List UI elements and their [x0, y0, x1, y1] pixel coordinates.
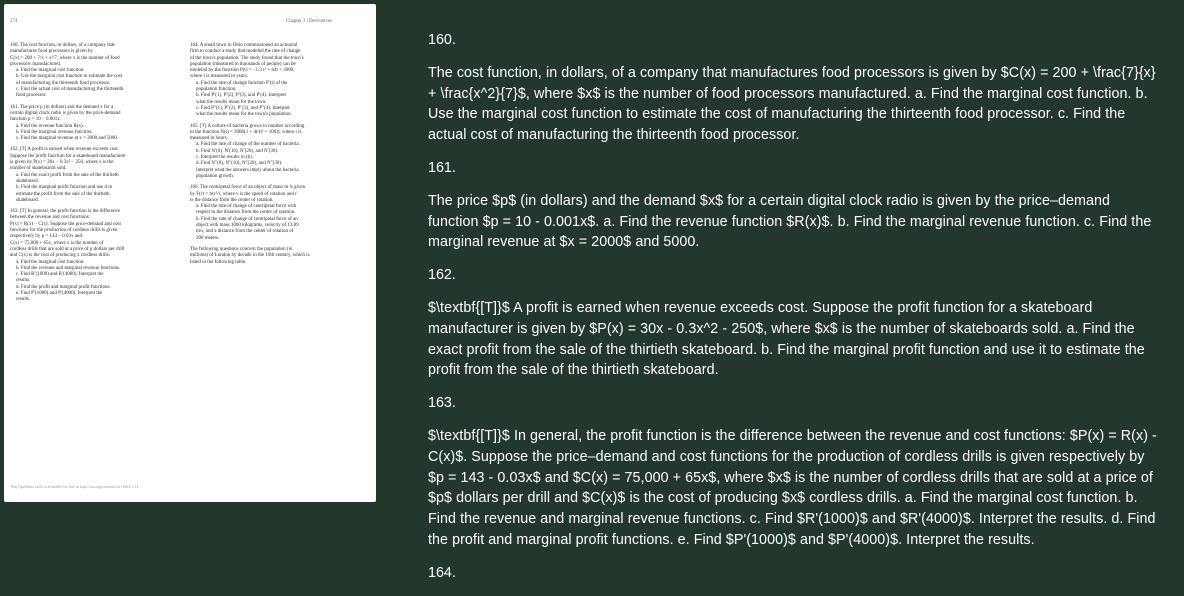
problem-block	[428, 30, 1164, 146]
problem-number: 162.	[428, 267, 456, 284]
page-text-line: by F(r) = mv²/r, where v is the speed of rotation and r	[190, 191, 297, 197]
page-text-line: 166. The centripetal force of an object of mass m is given	[190, 185, 306, 191]
page-text-line: 161. The price p (in dollars) and the demand x for a	[10, 104, 114, 110]
page-text-line: what the results mean for the town.	[196, 99, 267, 105]
page-text-line: c. Find the actual cost of manufacturing the thirteenth	[16, 87, 124, 93]
page-text-line: a. Find the marginal cost function.	[16, 259, 85, 265]
page-text-line: a. Find the rate of change of the number of bacteria.	[196, 142, 300, 148]
page-text-line: population function.	[196, 87, 237, 93]
page-text-line: 164. A small town in Ohio commissioned an actuarial	[190, 43, 298, 48]
page-text-line: results.	[16, 278, 31, 284]
problem-block	[428, 563, 1164, 584]
page-text-line: manufactures food processors is given by	[10, 49, 93, 55]
page-text-line: The following questions concern the population (in	[190, 246, 293, 252]
page-text-line: number of skateboards sold.	[10, 166, 67, 172]
page-text-line: measured in hours.	[190, 136, 228, 142]
page-text-line: e. Find P′(1000) and P′(4000). Interpret the	[16, 290, 103, 296]
page-text-line: to the function N(t) = 3000(1 + 4t/(t² + 100)), where t is	[190, 129, 302, 135]
page-text-line: b. Find P′(1), P′(2), P′(3), and P′(4). Interpret	[196, 93, 286, 99]
page-text-line: d. Find the profit and marginal profit functions.	[16, 284, 111, 290]
page-text-line: 160. The cost function, in dollars, of a company that	[10, 43, 115, 48]
page-text-line: m/s, and a distance from the center of rotation of	[196, 229, 294, 235]
page-text-line: c. Find R′(1000) and R′(4000). Interpret the	[16, 272, 104, 278]
chapter-header: Chapter 3 | Derivatives	[285, 19, 332, 24]
extracted-text-pane	[428, 30, 1164, 596]
page-text-line: where t is measured in years.	[190, 74, 249, 80]
page-text-line: population growth.	[196, 173, 235, 179]
page-text-line: modeled by the function P(t) = −1/3 t³ + 64t + 3000,	[190, 68, 295, 74]
page-text-line: between the revenue and cost functions:	[10, 215, 91, 221]
page-text-line: 165. [T] A culture of bacteria grows in number according	[190, 123, 305, 129]
page-text-line: b. Find the marginal profit function and use it to	[16, 185, 113, 191]
page-text-line: object with mass 1000 kilograms, velocity of 13.89	[196, 223, 299, 229]
page-text-line: Suppose the profit function for a skateboard manufacturer	[10, 153, 126, 159]
page-text-line: of the town's population. The study found that the town's	[190, 55, 304, 61]
page-text-line: d. Find N″(0), N″(10), N″(20), and N″(30).	[196, 161, 283, 167]
page-text-line: P(x) = R(x) − C(x). Suppose the price-demand and cost	[10, 221, 121, 227]
page-text-line: is the distance from the center of rotation.	[190, 197, 274, 203]
page-text-line: respectively by p = 143 − 0.03x and	[10, 234, 83, 240]
page-text-line: 163. [T] In general, the profit function is the difference	[10, 209, 121, 215]
problem-text: $\textbf{[T]}$ A profit is earned when revenue exceeds cost. Suppose the profit function for a skateboard manufacturer is given by $P(x) = 30x - 0.3x^2 - 250$, where $x$ is the number of skateboards sold. a. Find the exact profit from the sale of the thirtieth skateboard. b. Find the marginal profit function and use it to estimate the profit from the sale of the thirtieth skateboard.	[428, 299, 1145, 379]
page-text-line: C(x) = 75,000 + 65x, where x is the number of	[10, 240, 104, 246]
page-left-column	[10, 43, 182, 304]
page-text-line: b. Find the rate of change of centripetal force of an	[196, 216, 298, 222]
page-text-line: population (measured in thousands of people) can be	[190, 61, 296, 67]
page-text-line: and C(x) is the cost of producing x cordless drills.	[10, 253, 110, 259]
page-right-column	[190, 43, 334, 266]
page-text-line: what the results mean for the town's population.	[196, 112, 292, 118]
page-text-line: firm to conduct a study that modeled the rate of change	[190, 49, 301, 55]
page-text-line: b. Find the revenue and marginal revenue functions.	[16, 265, 121, 271]
page-text-line: C(x) = 200 + 7/x + x²/7, where x is the number of food	[10, 55, 120, 61]
page-text-line: is given by P(x) = 30x − 0.3x² − 250, where x is the	[10, 160, 114, 166]
page-text-line: estimate the profit from the sale of the thirtieth	[16, 191, 110, 197]
page-text-line: 200 meters.	[196, 235, 220, 241]
page-text-line: certain digital clock radio is given by the price-demand	[10, 110, 121, 116]
page-text-line: a. Find the revenue function R(x).	[16, 123, 84, 129]
problem-text: The price $p$ (in dollars) and the demand $x$ for a certain digital clock radio is given by the price–demand function $p = 10 - 0.001x$. a. Find the revenue function $R(x)$. b. Find the marginal revenue function. c. Find the marginal revenue at $x = 2000$ and 5000.	[428, 192, 1152, 251]
page-text-line: skateboard.	[16, 197, 39, 203]
page-text-line: a. Find the exact profit from the sale of the thirtieth	[16, 172, 119, 178]
page-footer: This OpenStax book is available for free at http://cnx.org/content/col11964/1.12	[10, 484, 139, 489]
page-text-line: a. Find the rate of change of centripetal force with	[196, 204, 297, 210]
problem-text: $\textbf{[T]}$ In general, the profit function is the difference between the revenue and cost functions: $P(x) = R(x) - C(x)$. Suppose the price–demand and cost functions for the production of cordless drills is given respectively by $p = 143 - 0.03x$ and $C(x) = 75,000 + 65x$, where $x$ is the number of cordless drills that are sold at a price of $p$ dollars per drill and $C(x)$ is the cost of producing $x$ cordless drills. a. Find the marginal cost function. b. Find the revenue and marginal revenue functions. c. Find $R'(1000)$ and $R'(4000)$. Interpret the results. d. Find the profit and marginal profit functions. e. Find $P'(1000)$ and $P'(4000)$. Interpret the results.	[428, 427, 1157, 548]
page-text-line: of manufacturing the thirteenth food processor.	[16, 80, 111, 86]
page-text-line: food processor.	[16, 93, 47, 99]
problem-text: The cost function, in dollars, of a company that manufactures food processors is given by $C(x) = 200 + \frac{7}{x} + \frac{x^2}{7}$, where $x$ is the number of food processors manufactured. a. Find the marginal cost function. b. Use the marginal cost function to estimate the cost of manufacturing the thirteenth food processor. c. Find the actual cost of manufacturing the thirteenth food processor.	[428, 64, 1156, 144]
page-text-line: b. Use the marginal cost function to estimate the cost	[16, 74, 122, 80]
page-text-line: listed in the following table.	[190, 259, 247, 265]
page-text-line: function p = 10 − 0.001x.	[10, 117, 62, 123]
problem-block	[428, 265, 1164, 381]
page-text-line: functions for the production of cordless drills is given	[10, 228, 118, 234]
page-text-line: a. Find the rate of change function P′(t) of the	[196, 80, 288, 86]
page-preview	[4, 4, 376, 502]
page-text-line: cordless drills that are sold at a price of p dollars per drill	[10, 246, 125, 252]
page-text-line: c. Find P″(1), P″(2), P″(3), and P″(4). Interpret	[196, 105, 290, 111]
page-text-line: skateboard.	[16, 178, 39, 184]
page-text-line: results.	[16, 297, 31, 303]
problem-number: 160.	[428, 32, 456, 48]
page-number: 274	[10, 19, 18, 24]
page-text-line: 162. [T] A profit is earned when revenue exceeds cost.	[10, 147, 119, 153]
page-text-line: processors manufactured.	[10, 61, 62, 67]
problem-block	[428, 158, 1164, 253]
page-text-line: Interpret what the answers imply about the bacteria	[196, 167, 299, 173]
page-text-line: b. Find the marginal revenue function.	[16, 129, 93, 135]
problem-block	[428, 393, 1164, 551]
page-text-line: a. Find the marginal cost function.	[16, 68, 85, 74]
page-text-line: respect to the distance from the center of rotation.	[196, 210, 296, 216]
page-text-line: b. Find N′(0), N′(10), N′(20), and N′(30).	[196, 148, 279, 154]
problem-number: 164.	[428, 564, 456, 581]
problem-number: 161.	[428, 159, 456, 176]
page-text-line: c. Interpret the results in (b).	[196, 155, 254, 161]
page-text-line: millions) of London by decade in the 19th century, which is	[190, 253, 310, 259]
page-text-line: c. Find the marginal revenue at x = 2000 and 5000.	[16, 136, 119, 142]
problem-number: 163.	[428, 395, 456, 412]
